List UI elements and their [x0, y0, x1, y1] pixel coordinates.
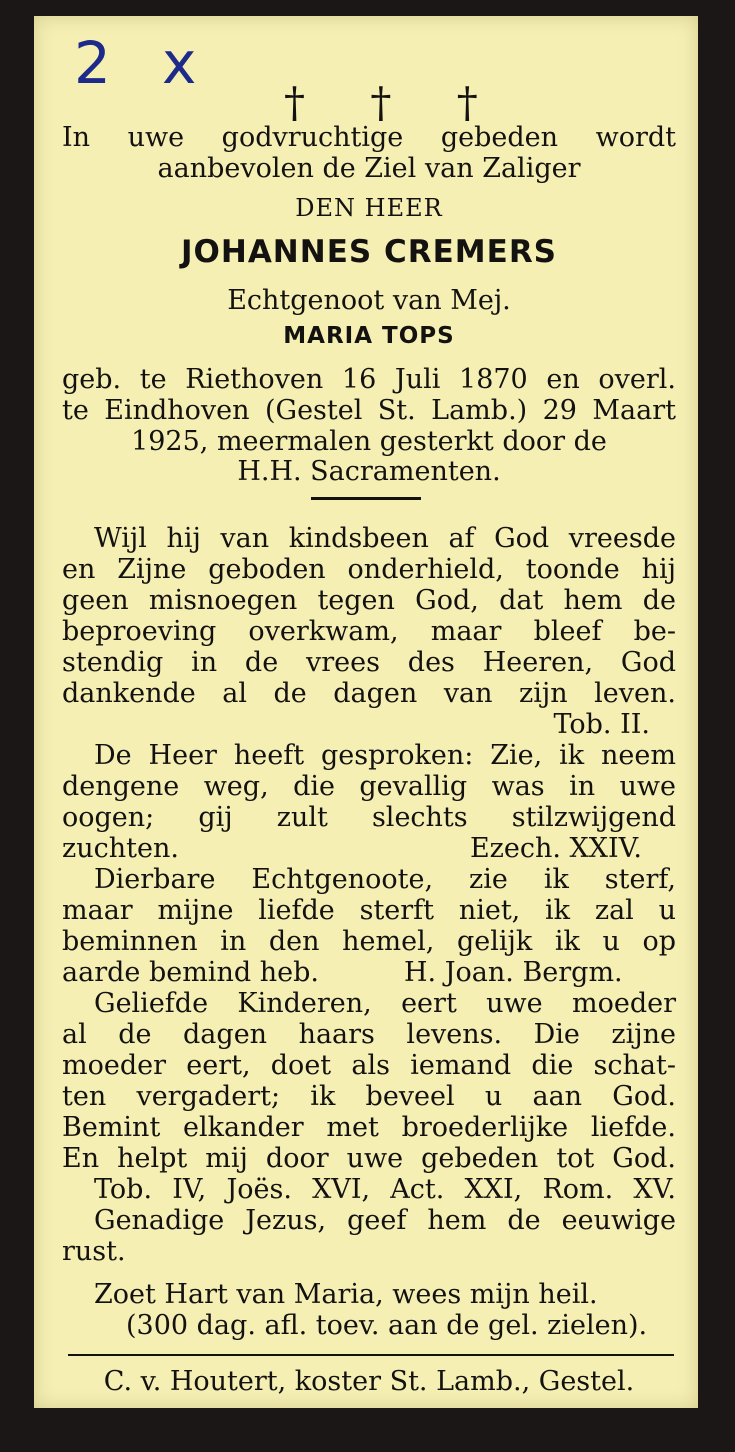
- title-den-heer: DEN HEER: [295, 194, 443, 222]
- text-line: en Zijne geboden onderhield, toonde hij: [62, 554, 676, 585]
- text-line: geen misnoegen tegen God, dat hem de: [62, 585, 676, 616]
- text-line: Genadige Jezus, geef hem de eeuwige: [94, 1205, 676, 1236]
- printer-line: C. v. Houtert, koster St. Lamb., Gestel.: [103, 1366, 635, 1397]
- text-line: Geliefde Kinderen, eert uwe moeder: [94, 988, 676, 1019]
- separator-long: [68, 1354, 674, 1356]
- spouse-label: Echtgenoot van Mej.: [227, 285, 511, 316]
- text-line: oogen; gij zult slechts stilzwijgend: [62, 802, 676, 833]
- bio-line-1: geb. te Riethoven 16 Juli 1870 en overl.: [62, 364, 676, 395]
- text-line: beproeving overkwam, maar bleef be-: [62, 616, 676, 647]
- text-line: Dierbare Echtgenoote, zie ik sterf,: [94, 864, 676, 895]
- text-line: dengene weg, die gevallig was in uwe: [62, 771, 676, 802]
- intro-line-1: In uwe godvruchtige gebeden wordt: [62, 122, 676, 153]
- handwritten-mark: x: [162, 29, 197, 97]
- separator-short: [311, 497, 421, 500]
- text-line: rust.: [62, 1236, 126, 1267]
- reference: Tob. IV, Joës. XVI, Act. XXI, Rom. XV.: [94, 1174, 676, 1205]
- reference: H. Joan. Bergm.: [404, 957, 623, 988]
- text-line: (300 dag. afl. toev. aan de gel. zielen).: [126, 1310, 648, 1341]
- text-line: moeder eert, doet als iemand die schat-: [62, 1050, 676, 1081]
- text-line: dankende al de dagen van zijn leven.: [62, 678, 676, 709]
- bio-line-4: H.H. Sacramenten.: [237, 456, 501, 487]
- deceased-name: JOHANNES CREMERS: [180, 234, 558, 270]
- bio-line-3: 1925, meermalen gesterkt door de: [131, 426, 607, 457]
- text-line: maar mijne liefde sterft niet, ik zal u: [62, 895, 676, 926]
- handwritten-number: 2: [74, 29, 111, 97]
- intro-line-2: aanbevolen de Ziel van Zaliger: [157, 153, 581, 184]
- text-line: ten vergadert; ik beveel u aan God.: [62, 1081, 676, 1112]
- text-line: Bemint elkander met broederlijke liefde.: [62, 1112, 676, 1143]
- memorial-card: [34, 16, 698, 1408]
- text-line: zuchten.: [62, 833, 179, 864]
- text-line: Wijl hij van kindsbeen af God vreesde: [94, 523, 676, 554]
- text-line: En helpt mij door uwe gebeden tot God.: [62, 1143, 676, 1174]
- spouse-name: MARIA TOPS: [283, 323, 455, 349]
- text-line: stendig in de vrees des Heeren, God: [62, 647, 676, 678]
- reference: Ezech. XXIV.: [469, 833, 642, 864]
- text-line: al de dagen haars levens. Die zijne: [62, 1019, 676, 1050]
- reference: Tob. II.: [553, 709, 650, 740]
- bio-line-2: te Eindhoven (Gestel St. Lamb.) 29 Maart: [62, 395, 676, 426]
- text-line: beminnen in den hemel, gelijk ik u op: [62, 926, 676, 957]
- text-line: De Heer heeft gesproken: Zie, ik neem: [94, 740, 676, 771]
- crosses-icon: † † †: [284, 78, 504, 127]
- text-line: aarde bemind heb.: [62, 957, 319, 988]
- text-line: Zoet Hart van Maria, wees mijn heil.: [94, 1279, 598, 1310]
